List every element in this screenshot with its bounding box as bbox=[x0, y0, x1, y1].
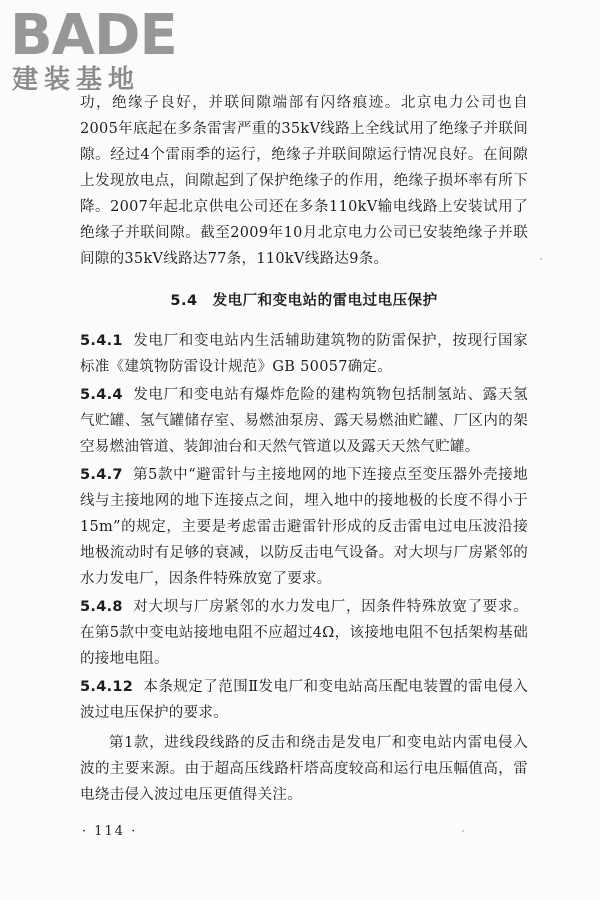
page-body bbox=[80, 90, 528, 808]
watermark-logo: BADE bbox=[10, 3, 177, 68]
clause-text: 本条规定了范围Ⅱ发电厂和变电站高压配电装置的雷电侵入波过电压保护的要求。 bbox=[80, 679, 528, 721]
clause-text: 第5款中“避雷针与主接地网的地下连接点至变压器外壳接地线与主接地网的地下连接点之间，埋入地中的接地极的长度不得小于15m”的规定，主要是考虑雷击避雷针形成的反击雷电过电压波沿接地极流动时有足够的衰减，以防反击电气设备。对大坝与厂房紧邻的水力发电厂，因条件特殊放宽了要求。 bbox=[80, 467, 528, 587]
clause-number: 5.4.8 bbox=[80, 599, 123, 615]
intro-paragraph: 功，绝缘子良好，并联间隙端部有闪络痕迹。北京电力公司也自2005年底起在多条雷害严重的35kV线路上全线试用了绝缘子并联间隙。经过4个雷雨季的运行，绝缘子并联间隙运行情况良好。在间隙上发现放电点，间隙起到了保护绝缘子的作用，绝缘子损坏率有所下降。2007年起北京供电公司还在多条110kV输电线路上安装试用了绝缘子并联间隙。截至2009年10月北京电力公司已安装绝缘子并联间隙的35kV线路达77条，110kV线路达9条。 bbox=[80, 95, 528, 267]
page-number: · 114 · bbox=[82, 824, 138, 839]
clause-text: 发电厂和变电站内生活辅助建筑物的防雷保护，按现行国家标准《建筑物防雷设计规范》GB 50057确定。 bbox=[80, 333, 528, 375]
scan-speck bbox=[540, 258, 542, 260]
clause-number: 5.4.12 bbox=[80, 679, 134, 695]
clause-number: 5.4.4 bbox=[80, 387, 123, 403]
clause-5-4-1 bbox=[80, 328, 528, 380]
clause-5-4-7 bbox=[80, 462, 528, 592]
clause-5-4-4 bbox=[80, 382, 528, 460]
clause-text: 发电厂和变电站有爆炸危险的建构筑物包括制氢站、露天氢气贮罐、氢气罐储存室、易燃油泵房、露天易燃油贮罐、厂区内的架空易燃油管道、装卸油台和天然气管道以及露天天然气贮罐。 bbox=[80, 387, 528, 455]
watermark bbox=[8, 3, 178, 98]
body-paragraph: 第1款，进线段线路的反击和绕击是发电厂和变电站内雷电侵入波的主要来源。由于超高压线路杆塔高度较高和运行电压幅值高，雷电绕击侵入波过电压更值得关注。 bbox=[80, 735, 528, 803]
watermark-subtitle: 建装基地 bbox=[12, 65, 141, 95]
clause-number: 5.4.1 bbox=[80, 333, 123, 349]
scan-speck bbox=[462, 830, 464, 832]
clause-5-4-8 bbox=[80, 594, 528, 672]
clause-number: 5.4.7 bbox=[80, 467, 123, 483]
section-title: 5.4 发电厂和变电站的雷电过电压保护 bbox=[170, 293, 438, 309]
clause-5-4-12 bbox=[80, 674, 528, 726]
clause-text: 对大坝与厂房紧邻的水力发电厂，因条件特殊放宽了要求。在第5款中变电站接地电阻不应超过4Ω，该接地电阻不包括架构基础的接地电阻。 bbox=[80, 599, 528, 667]
